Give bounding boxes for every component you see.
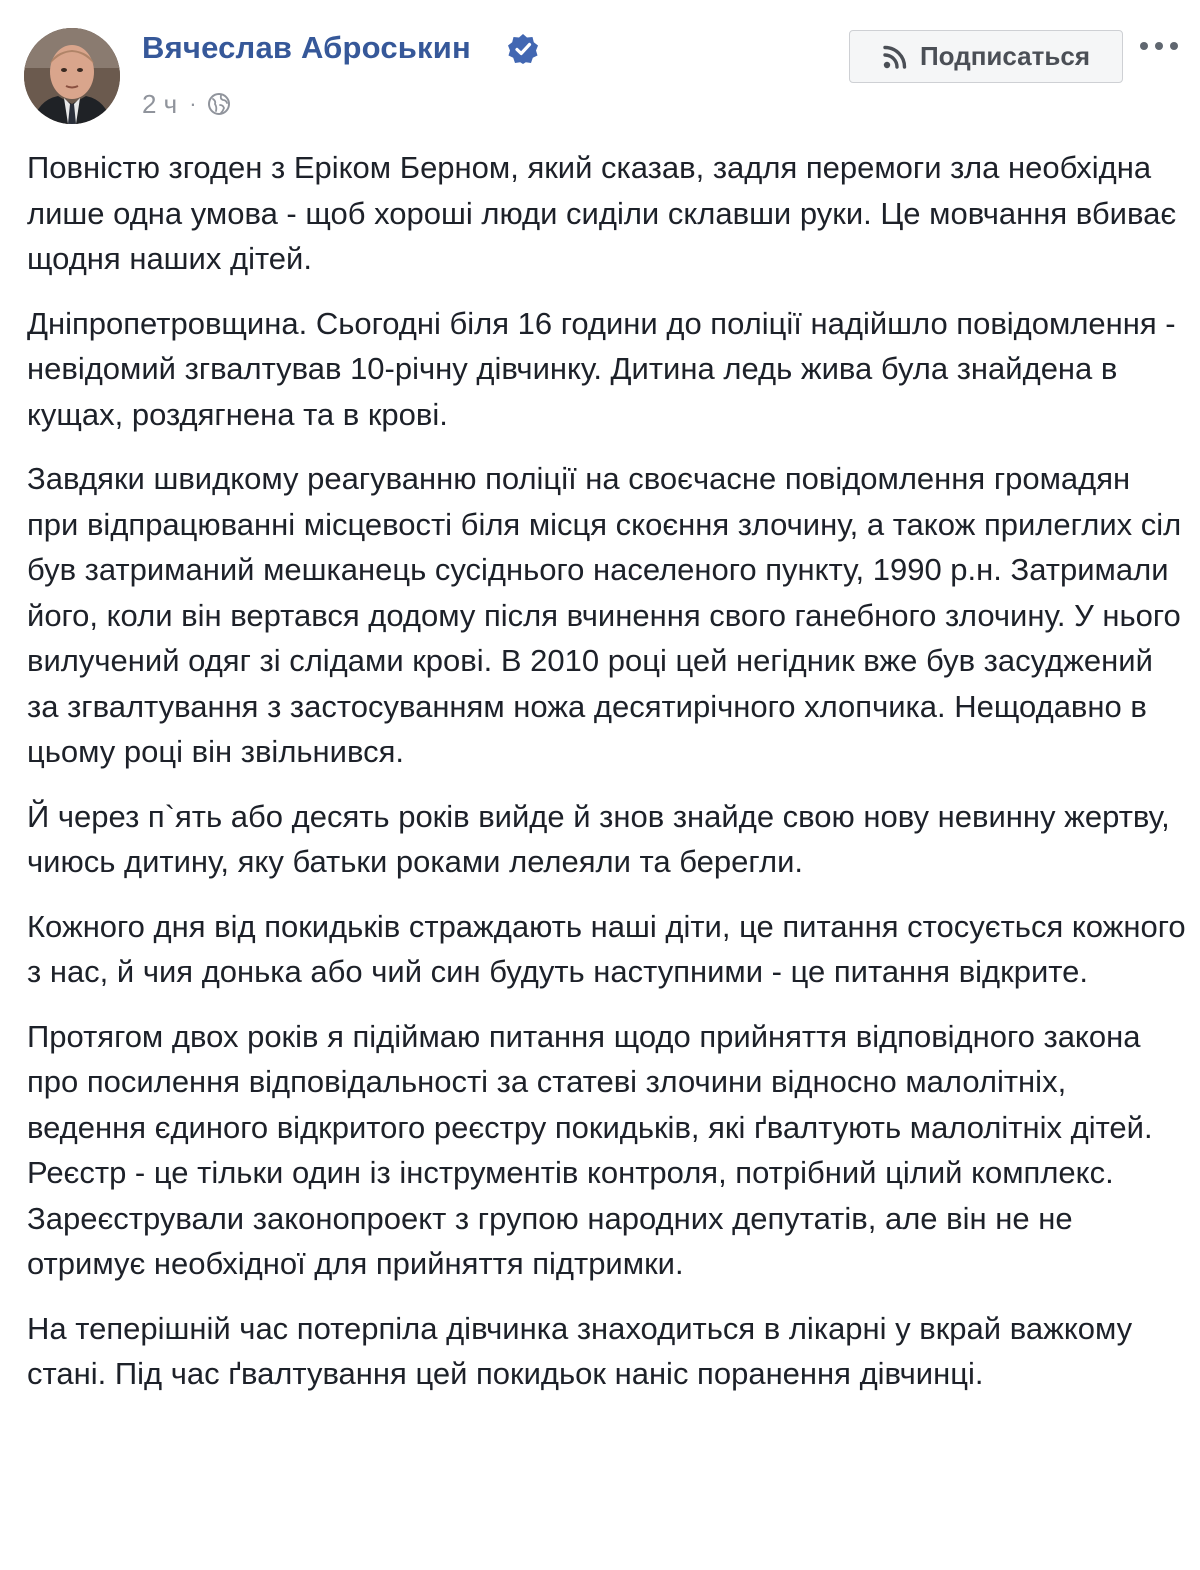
post-paragraph: Дніпропетровщина. Сьогодні біля 16 години до поліції надійшло повідомлення - невідомий згвалтував 10-річну дівчинку. Дитина ледь жива була знайдена в кущах, роздягнена та в крові.: [27, 305, 1176, 432]
post-paragraph: Протягом двох років я підіймаю питання щодо прийняття відповідного закона про посилення відповідальності за статеві злочини відносно малолітніх, ведення єдиного відкритого реєстру покидьків, які ґвалтують малолітніх дітей. Реєстр - це тільки один із інструментів контроля, потрібний цілий комплекс. Зареєстрували законопроект з групою народних депутатів, але він не не отримує необхідної для прийняття підтримки.: [27, 1018, 1153, 1281]
author-avatar[interactable]: [24, 28, 120, 124]
verified-badge-icon: [507, 33, 539, 65]
follow-button[interactable]: [849, 30, 1123, 83]
post-timestamp-link[interactable]: 2 ч: [142, 88, 178, 119]
author-name-link[interactable]: Вячеслав Аброськин: [142, 30, 471, 65]
post-paragraph: Завдяки швидкому реагуванню поліції на своєчасне повідомлення громадян при відпрацюванні місцевості біля місця скоєння злочину, а також прилеглих сіл був затриманий мешканець сусіднього населеного пункту, 1990 р.н. Затримали його, коли він вертався додому після вчинення свого ганебного злочину. У нього вилучений одяг зі слідами крові. В 2010 році цей негідник вже був засуджений за згвалтування з застосуванням ножа десятирічного хлопчика. Нещодавно в цьому році він звільнився.: [27, 461, 1182, 769]
post-paragraph: Повністю згоден з Еріком Берном, який сказав, задля перемоги зла необхідна лише одна умова - щоб хороші люди сиділи склавши руки. Це мовчання вбиває щодня наших дітей.: [27, 150, 1177, 276]
post-paragraph: Й через п`ять або десять років вийде й знов знайде свою нову невинну жертву, чиюсь дитину, яку батьки роками лелеяли та берегли.: [27, 798, 1170, 879]
more-options-icon[interactable]: [1140, 36, 1178, 56]
more-dot: [1170, 42, 1178, 50]
post-paragraph: Кожного дня від покидьків страждають наші діти, це питання стосується кожного з нас, й чия донька або чий син будуть наступними - це питання відкрите.: [27, 908, 1186, 989]
avatar-photo: [24, 28, 120, 124]
post-paragraph: На теперішній час потерпіла дівчинка знаходиться в лікарні у вкрай важкому стані. Під час ґвалтування цей покидьок наніс поранення дівчинці.: [27, 1310, 1133, 1391]
more-dot: [1155, 42, 1163, 50]
more-dot: [1140, 42, 1148, 50]
globe-icon[interactable]: [207, 92, 231, 116]
post-body: [27, 145, 1187, 1416]
rss-icon: [882, 44, 908, 70]
post-meta: [142, 87, 231, 121]
follow-button-label: Подписаться: [919, 41, 1090, 71]
meta-separator: ·: [189, 91, 197, 116]
